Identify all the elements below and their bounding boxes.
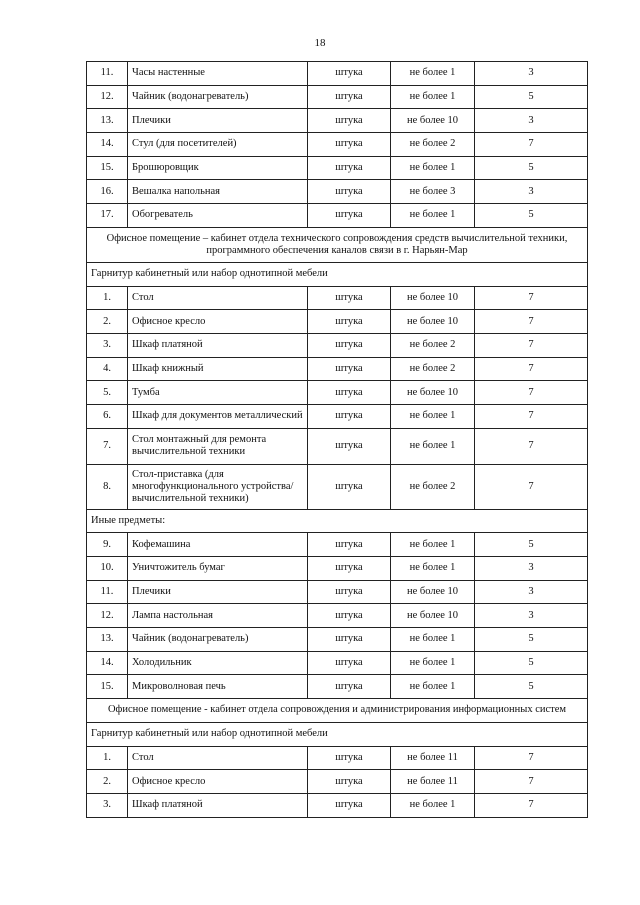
table-row	[87, 464, 588, 509]
item-quantity: не более 1	[391, 628, 475, 652]
item-name: Шкаф платяной	[128, 793, 308, 817]
item-quantity: не более 1	[391, 156, 475, 180]
item-unit: штука	[308, 628, 391, 652]
item-name: Кофемашина	[128, 533, 308, 557]
item-unit: штука	[308, 464, 391, 509]
item-service-life: 7	[475, 310, 588, 334]
table-row	[87, 286, 588, 310]
item-unit: штука	[308, 651, 391, 675]
table-row	[87, 675, 588, 699]
group-heading-row	[87, 262, 588, 286]
row-number: 1.	[87, 746, 128, 770]
row-number: 2.	[87, 310, 128, 334]
table-row	[87, 85, 588, 109]
group-heading: Гарнитур кабинетный или набор однотипной мебели	[87, 262, 588, 286]
item-service-life: 3	[475, 604, 588, 628]
group-heading-row	[87, 722, 588, 746]
section-heading-row	[87, 699, 588, 723]
item-unit: штука	[308, 404, 391, 428]
item-service-life: 5	[475, 651, 588, 675]
row-number: 15.	[87, 156, 128, 180]
row-number: 16.	[87, 180, 128, 204]
table-row	[87, 746, 588, 770]
item-service-life: 7	[475, 428, 588, 464]
table-row	[87, 428, 588, 464]
item-service-life: 7	[475, 357, 588, 381]
item-quantity: не более 1	[391, 793, 475, 817]
item-service-life: 7	[475, 793, 588, 817]
item-unit: штука	[308, 204, 391, 228]
table-row	[87, 180, 588, 204]
item-name: Стол	[128, 286, 308, 310]
item-name: Стол монтажный для ремонта вычислительной техники	[128, 428, 308, 464]
item-name: Офисное кресло	[128, 310, 308, 334]
item-name: Тумба	[128, 381, 308, 405]
item-unit: штука	[308, 133, 391, 157]
item-service-life: 7	[475, 770, 588, 794]
table-row	[87, 628, 588, 652]
item-quantity: не более 2	[391, 357, 475, 381]
item-unit: штука	[308, 286, 391, 310]
table-row	[87, 156, 588, 180]
item-unit: штука	[308, 428, 391, 464]
item-quantity: не более 1	[391, 404, 475, 428]
row-number: 3.	[87, 793, 128, 817]
item-quantity: не более 10	[391, 310, 475, 334]
item-service-life: 3	[475, 557, 588, 581]
table-row	[87, 62, 588, 86]
item-unit: штука	[308, 675, 391, 699]
item-service-life: 3	[475, 580, 588, 604]
row-number: 17.	[87, 204, 128, 228]
row-number: 8.	[87, 464, 128, 509]
item-name: Плечики	[128, 580, 308, 604]
item-quantity: не более 11	[391, 770, 475, 794]
row-number: 2.	[87, 770, 128, 794]
page-number: 18	[314, 37, 326, 49]
item-quantity: не более 1	[391, 675, 475, 699]
item-unit: штука	[308, 109, 391, 133]
item-name: Шкаф платяной	[128, 333, 308, 357]
group-heading: Иные предметы:	[87, 509, 588, 533]
item-quantity: не более 1	[391, 62, 475, 86]
item-name: Часы настенные	[128, 62, 308, 86]
item-service-life: 5	[475, 675, 588, 699]
row-number: 14.	[87, 651, 128, 675]
item-unit: штука	[308, 580, 391, 604]
item-unit: штука	[308, 180, 391, 204]
group-heading: Гарнитур кабинетный или набор однотипной мебели	[87, 722, 588, 746]
item-unit: штука	[308, 746, 391, 770]
item-unit: штука	[308, 62, 391, 86]
item-service-life: 5	[475, 85, 588, 109]
row-number: 15.	[87, 675, 128, 699]
item-name: Стол	[128, 746, 308, 770]
row-number: 11.	[87, 580, 128, 604]
table-row	[87, 533, 588, 557]
item-name: Микроволновая печь	[128, 675, 308, 699]
item-service-life: 7	[475, 404, 588, 428]
item-quantity: не более 10	[391, 109, 475, 133]
table-row	[87, 557, 588, 581]
item-service-life: 5	[475, 156, 588, 180]
item-unit: штука	[308, 533, 391, 557]
item-unit: штука	[308, 770, 391, 794]
table-row	[87, 109, 588, 133]
item-service-life: 3	[475, 62, 588, 86]
row-number: 4.	[87, 357, 128, 381]
item-quantity: не более 1	[391, 651, 475, 675]
item-name: Обогреватель	[128, 204, 308, 228]
group-heading-row	[87, 509, 588, 533]
table-row	[87, 357, 588, 381]
item-quantity: не более 2	[391, 133, 475, 157]
item-unit: штука	[308, 333, 391, 357]
table-row	[87, 404, 588, 428]
row-number: 5.	[87, 381, 128, 405]
table-row	[87, 381, 588, 405]
item-quantity: не более 1	[391, 428, 475, 464]
section-heading: Офисное помещение – кабинет отдела технического сопровождения средств вычислительной техники, программного обеспечения каналов связи в г. Нарьян-Мар	[87, 227, 588, 262]
item-service-life: 5	[475, 533, 588, 557]
item-quantity: не более 11	[391, 746, 475, 770]
row-number: 10.	[87, 557, 128, 581]
table-row	[87, 204, 588, 228]
row-number: 3.	[87, 333, 128, 357]
item-unit: штука	[308, 85, 391, 109]
item-service-life: 7	[475, 133, 588, 157]
row-number: 1.	[87, 286, 128, 310]
item-quantity: не более 10	[391, 580, 475, 604]
item-quantity: не более 10	[391, 381, 475, 405]
item-service-life: 5	[475, 204, 588, 228]
row-number: 12.	[87, 85, 128, 109]
item-name: Плечики	[128, 109, 308, 133]
item-quantity: не более 1	[391, 533, 475, 557]
item-service-life: 7	[475, 746, 588, 770]
item-unit: штука	[308, 604, 391, 628]
table-row	[87, 793, 588, 817]
item-name: Холодильник	[128, 651, 308, 675]
item-name: Лампа настольная	[128, 604, 308, 628]
item-service-life: 7	[475, 381, 588, 405]
item-quantity: не более 2	[391, 333, 475, 357]
item-service-life: 5	[475, 628, 588, 652]
item-name: Уничтожитель бумаг	[128, 557, 308, 581]
item-name: Чайник (водонагреватель)	[128, 85, 308, 109]
item-quantity: не более 1	[391, 204, 475, 228]
table-row	[87, 310, 588, 334]
row-number: 12.	[87, 604, 128, 628]
row-number: 13.	[87, 628, 128, 652]
item-service-life: 3	[475, 109, 588, 133]
item-quantity: не более 1	[391, 85, 475, 109]
table-row	[87, 580, 588, 604]
item-name: Вешалка напольная	[128, 180, 308, 204]
section-heading-row	[87, 227, 588, 262]
item-name: Офисное кресло	[128, 770, 308, 794]
item-unit: штука	[308, 357, 391, 381]
row-number: 6.	[87, 404, 128, 428]
item-service-life: 7	[475, 464, 588, 509]
item-unit: штука	[308, 381, 391, 405]
item-service-life: 7	[475, 333, 588, 357]
table-row	[87, 333, 588, 357]
item-quantity: не более 1	[391, 557, 475, 581]
item-name: Брошюровщик	[128, 156, 308, 180]
item-name: Шкаф для документов металлический	[128, 404, 308, 428]
item-name: Шкаф книжный	[128, 357, 308, 381]
item-quantity: не более 10	[391, 604, 475, 628]
table-row	[87, 133, 588, 157]
furniture-table	[86, 61, 588, 818]
item-quantity: не более 2	[391, 464, 475, 509]
row-number: 14.	[87, 133, 128, 157]
item-quantity: не более 3	[391, 180, 475, 204]
table-body	[87, 62, 588, 818]
table-row	[87, 604, 588, 628]
item-unit: штука	[308, 793, 391, 817]
item-unit: штука	[308, 156, 391, 180]
table-row	[87, 770, 588, 794]
table-row	[87, 651, 588, 675]
section-heading: Офисное помещение - кабинет отдела сопровождения и администрирования информационных систем	[87, 699, 588, 723]
item-name: Чайник (водонагреватель)	[128, 628, 308, 652]
item-name: Стул (для посетителей)	[128, 133, 308, 157]
item-service-life: 3	[475, 180, 588, 204]
row-number: 11.	[87, 62, 128, 86]
item-unit: штука	[308, 557, 391, 581]
row-number: 7.	[87, 428, 128, 464]
item-unit: штука	[308, 310, 391, 334]
item-name: Стол-приставка (для многофункционального устройства/вычислительной техники)	[128, 464, 308, 509]
row-number: 13.	[87, 109, 128, 133]
item-service-life: 7	[475, 286, 588, 310]
item-quantity: не более 10	[391, 286, 475, 310]
row-number: 9.	[87, 533, 128, 557]
